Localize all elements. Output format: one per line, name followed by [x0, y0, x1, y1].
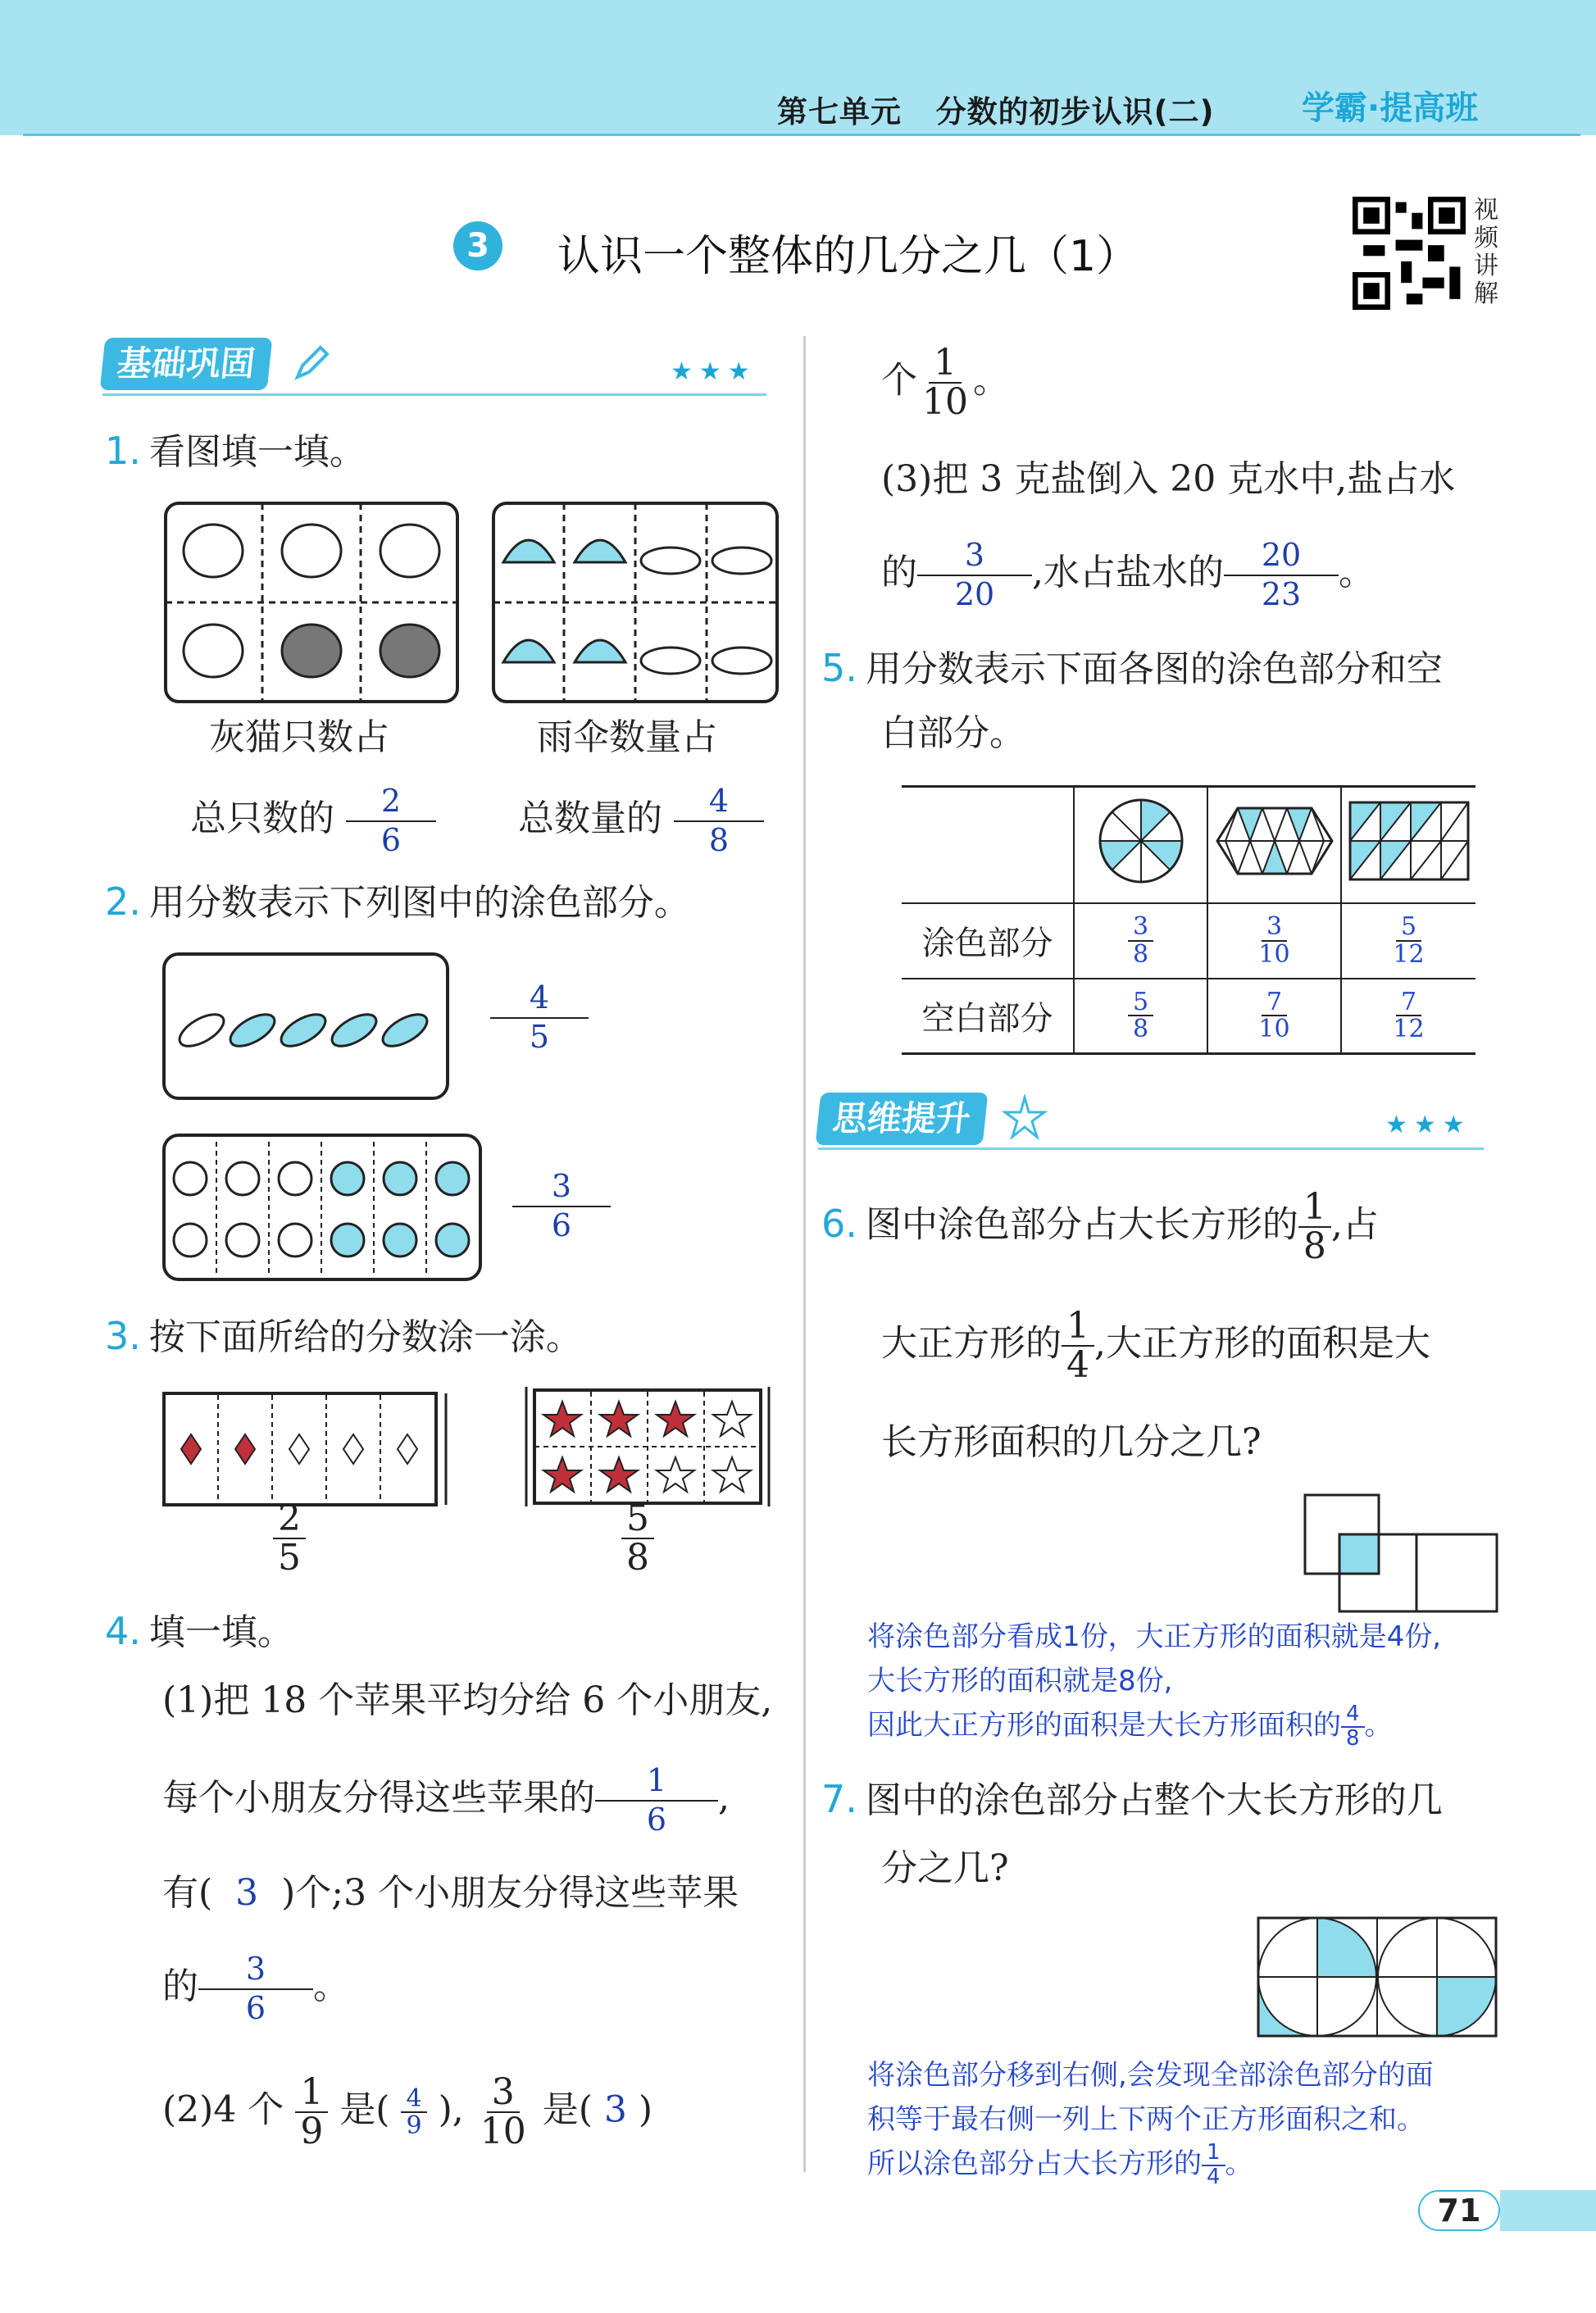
hexagon-triangles-figure [1213, 804, 1336, 878]
q1b-answer: $\frac{4}{8}$ [674, 783, 764, 859]
q1-text: 看图填一填。 [148, 431, 366, 473]
q4-p2-continued: 个 $\frac{1}{10}$ 。 [881, 342, 1009, 424]
q4-p3a: (3)把 3 克盐倒入 20 克水中,盐占水 [881, 458, 1456, 500]
q5-blank-1: $\frac{5}{8}$ [1074, 979, 1207, 1054]
q5-row-blank-label: 空白部分 [902, 979, 1074, 1054]
section-divider [102, 393, 766, 396]
leaves-picture [162, 1392, 449, 1508]
q4-prompt [105, 1606, 293, 1657]
q2-prompt [105, 877, 690, 928]
q4-p1b: 每个小朋友分得这些苹果的 $\frac{1}{6}$ , [162, 1762, 730, 1838]
lesson-title: 认识一个整体的几分之几（1） [557, 232, 1139, 281]
q5-row-shaded-label: 涂色部分 [902, 903, 1074, 979]
column-divider [803, 336, 806, 2172]
page-number: 71 [1418, 2190, 1500, 2231]
jellyfish-picture [162, 1134, 482, 1281]
qr-code-icon[interactable] [1353, 197, 1466, 310]
q4-text: 填一填。 [148, 1611, 293, 1653]
section-advanced-label: 思维提升 [816, 1093, 989, 1145]
q5-number: 5. [821, 646, 857, 690]
q4-p1d: 的 $\frac{3}{6}$ 。 [162, 1951, 349, 2026]
q2-number: 2. [105, 879, 141, 924]
q5-blank-2: $\frac{7}{10}$ [1207, 979, 1341, 1054]
cats-picture [164, 502, 459, 703]
umbrellas-hats-picture [492, 502, 779, 703]
q5-circle-cell [1074, 787, 1207, 903]
q5-text-2: 白部分。 [881, 712, 1025, 754]
q5-hexagon-cell [1207, 787, 1341, 903]
q7-line1: 7. 图中的涂色部分占整个大长方形的几 [821, 1777, 1443, 1821]
q1a-answer: $\frac{2}{6}$ [346, 783, 436, 859]
q5-blank-3: $\frac{7}{12}$ [1341, 979, 1476, 1054]
q1-prompt [105, 426, 366, 477]
q1b-line2 [518, 783, 764, 859]
header-line [23, 134, 1580, 136]
lesson-number-badge: 3 [453, 221, 502, 270]
q7-explanation: 将涂色部分移到右侧,会发现全部涂色部分的面 积等于最右侧一列上下两个正方形面积之和。 所以涂色部分占大长方形的 $\frac{1}{4}$ 。 [867, 2059, 1434, 2189]
section-basic-label: 基础巩固 [100, 338, 273, 390]
q5-text: 用分数表示下面各图的涂色部分和空 [865, 648, 1443, 690]
stars-picture [523, 1385, 773, 1508]
q2-text: 用分数表示下列图中的涂色部分。 [148, 882, 690, 924]
q5-table [902, 785, 1476, 1055]
q1a-line2 [190, 783, 436, 859]
q3-prompt [105, 1311, 582, 1362]
carrots-picture [162, 952, 449, 1100]
q5-grid-cell [1341, 787, 1476, 903]
q4-p3b: 的 $\frac{3}{20}$ ,水占盐水的 $\frac{20}{23}$ 。 [881, 537, 1375, 612]
q7-circles-figure [1257, 1916, 1501, 2041]
q3-text: 按下面所给的分数涂一涂。 [148, 1316, 582, 1358]
section-divider-2 [818, 1147, 1484, 1150]
pencil-icon [291, 343, 332, 384]
difficulty-stars-2: ★★★ [1385, 1111, 1471, 1139]
page-tab [1500, 2190, 1596, 2231]
q4-number: 4. [105, 1609, 141, 1653]
q1b-text: 总数量的 [518, 798, 662, 840]
q5-prompt [821, 643, 1443, 694]
difficulty-stars: ★★★ [671, 357, 757, 386]
q7-number: 7. [821, 1777, 857, 1821]
q6-number: 6. [821, 1201, 857, 1246]
q2b-answer: $\frac{3}{6}$ [512, 1168, 611, 1244]
q5-shaded-2: $\frac{3}{10}$ [1207, 903, 1341, 979]
q6-line1: 6. 图中涂色部分占大长方形的 $\frac{1}{8}$ ,占 [821, 1186, 1379, 1268]
header-unit-topic [777, 87, 1214, 131]
q6-rectangles-figure [1303, 1492, 1500, 1615]
q1-number: 1. [105, 429, 141, 473]
circle-eighths-figure [1096, 796, 1186, 886]
topic-label: 分数的初步认识(二) [935, 94, 1215, 130]
brand-logo: 学霸·提高班 [1302, 89, 1479, 127]
q2a-answer: $\frac{4}{5}$ [490, 979, 589, 1056]
q3-number: 3. [105, 1314, 141, 1358]
q3b-fraction: $\frac{5}{8}$ [621, 1500, 654, 1577]
grid-triangles-figure [1348, 800, 1471, 882]
unit-label: 第七单元 [777, 94, 902, 130]
q6-explanation: 将涂色部分看成1份，大正方形的面积就是4份, 大长方形的面积就是8份, 因此大正方形的面积是大长方形面积的 $\frac{4}{8}$ 。 [867, 1620, 1442, 1751]
q5-header-blank [902, 787, 1074, 903]
video-caption: 视频讲解 [1474, 196, 1498, 308]
q1a-text: 总只数的 [190, 798, 334, 840]
q4-p2: (2)4 个 $\frac{1}{9}$ 是( $\frac{4}{9}$ ), $\frac{3}{10}$ 是( 3 ) [162, 2071, 653, 2153]
q7-line2: 分之几? [881, 1847, 1009, 1889]
q1b-line1: 雨伞数量占 [537, 716, 717, 758]
q1a-line1: 灰猫只数占 [209, 716, 389, 758]
q6-line2: 大正方形的 $\frac{1}{4}$ ,大正方形的面积是大 [881, 1305, 1430, 1387]
q4-p1a: (1)把 18 个苹果平均分给 6 个小朋友, [162, 1679, 773, 1721]
q5-shaded-1: $\frac{3}{8}$ [1074, 903, 1207, 979]
q6-line3: 长方形面积的几分之几? [881, 1421, 1262, 1463]
q5-shaded-3: $\frac{5}{12}$ [1341, 903, 1476, 979]
sparkle-icon [1002, 1094, 1048, 1140]
q3a-fraction: $\frac{2}{5}$ [273, 1500, 306, 1577]
q4-p1c: 有( 3 )个;3 个小朋友分得这些苹果 [162, 1872, 739, 1914]
